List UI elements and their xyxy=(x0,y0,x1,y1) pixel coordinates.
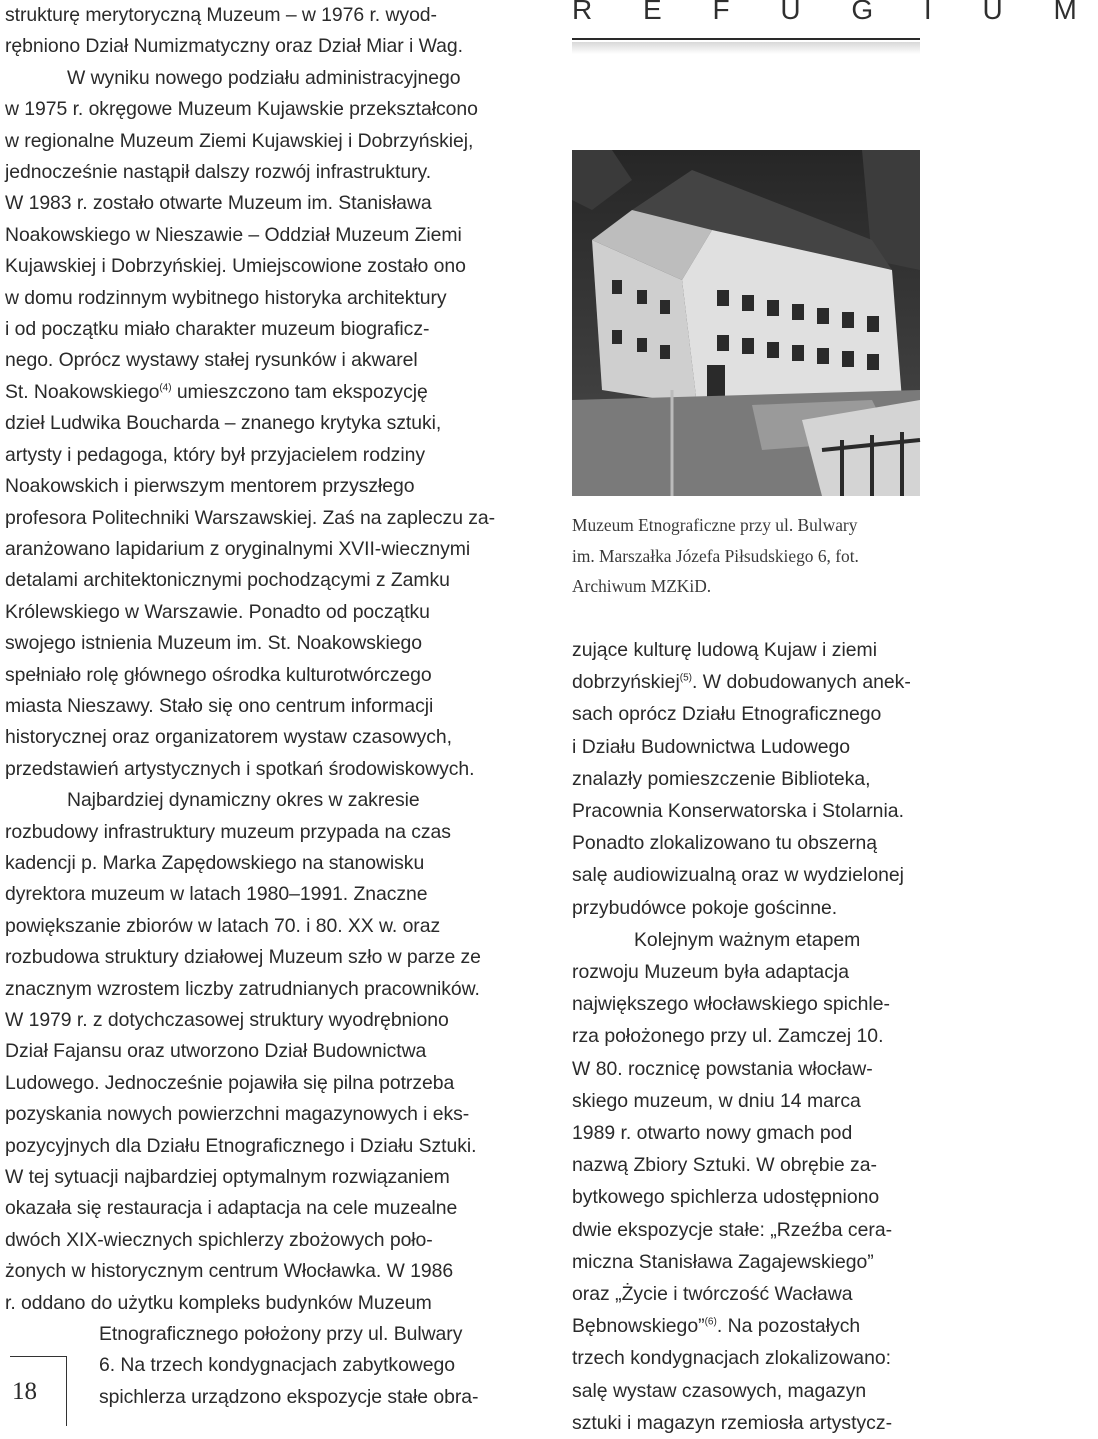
left-line: Dział Fajansu oraz utworzono Dział Budownictwa xyxy=(5,1040,427,1063)
left-line: rębniono Dział Numizmatyczny oraz Dział Miar i Wag. xyxy=(5,35,463,58)
caption-line: Archiwum MZKiD. xyxy=(572,576,712,596)
left-line: swojego istnienia Muzeum im. St. Noakowskiego xyxy=(5,632,422,655)
right-line-with-footnote xyxy=(572,666,957,698)
left-line: 6. Na trzech kondygnacjach zabytkowego xyxy=(99,1354,455,1377)
left-line: jednocześnie nastąpił dalszy rozwój infrastruktury. xyxy=(5,161,432,184)
left-line: W wyniku nowego podziału administracyjnego xyxy=(67,66,461,89)
right-line: salę wystaw czasowych, magazyn xyxy=(572,1379,867,1402)
left-line: Ludowego. Jednocześnie pojawiła się pilna potrzeba xyxy=(5,1071,455,1094)
left-line: pozycyjnych dla Działu Etnograficznego i Działu Sztuki. xyxy=(5,1134,477,1157)
right-line: miczna Stanisława Zagajewskiego” xyxy=(572,1250,874,1273)
left-line: żonych w historycznym centrum Włocławka. W 1986 xyxy=(5,1260,454,1283)
left-line: miasta Nieszawy. Stało się ono centrum informacji xyxy=(5,694,434,717)
left-line: W 1979 r. z dotychczasowej struktury wyodrębniono xyxy=(5,1009,449,1031)
page-number-frame-side xyxy=(66,1356,67,1426)
right-line: przybudówce pokoje gościnne. xyxy=(572,896,838,919)
left-line: spichlerza urządzono ekspozycje stałe obra- xyxy=(99,1385,479,1408)
right-line: Pracownia Konserwatorska i Stolarnia. xyxy=(572,800,904,823)
right-line: 1989 r. otwarto nowy gmach pod xyxy=(572,1122,853,1145)
left-line: detalami architektonicznymi pochodzącymi z Zamku xyxy=(5,569,450,592)
right-line: Kolejnym ważnym etapem xyxy=(634,928,861,951)
right-line: znalazły pomieszczenie Biblioteka, xyxy=(572,767,871,790)
right-line: dwie ekspozycje stałe: „Rzeźba cera- xyxy=(572,1218,893,1241)
right-line-text: . Na pozostałych xyxy=(716,1315,861,1338)
right-line: skiego muzeum, w dniu 14 marca xyxy=(572,1089,861,1112)
right-line: i Działu Budownictwa Ludowego xyxy=(572,735,851,758)
page-number-frame-top xyxy=(10,1356,66,1357)
right-line: salę audiowizualną oraz w wydzielonej xyxy=(572,864,904,887)
header-shadow xyxy=(572,42,920,54)
left-line: powiększanie zbiorów w latach 70. i 80. XX w. oraz xyxy=(5,914,441,937)
caption-line: im. Marszałka Józefa Piłsudskiego 6, fot. xyxy=(572,545,859,566)
left-line-with-footnote xyxy=(5,377,550,408)
photo-caption xyxy=(572,510,942,602)
left-line: nego. Oprócz wystawy stałej rysunków i akwarel xyxy=(5,349,418,372)
footnote-marker: (6) xyxy=(704,1316,717,1328)
right-line-text: Bębnowskiego” xyxy=(572,1315,705,1338)
left-line: rozbudowy infrastruktury muzeum przypada na czas xyxy=(5,820,451,843)
left-line: Noakowskich i pierwszym mentorem przyszłego xyxy=(5,475,415,498)
left-line: kadencji p. Marka Zapędowskiego na stanowisku xyxy=(5,851,425,874)
right-text-column xyxy=(572,634,957,1439)
caption-line: Muzeum Etnograficzne przy ul. Bulwary xyxy=(572,515,858,535)
left-line: rozbudowa struktury działowej Muzeum szło w parze ze xyxy=(5,946,481,969)
museum-building-photo xyxy=(572,150,920,496)
left-line: dwóch XIX-wiecznych spichlerzy zbożowych poło- xyxy=(5,1228,433,1251)
left-line: Noakowskiego w Nieszawie – Oddział Muzeum Ziemi xyxy=(5,223,462,246)
right-line: rozwoju Muzeum była adaptacja xyxy=(572,961,849,984)
footnote-marker: (4) xyxy=(159,382,172,394)
right-line: W 80. rocznicę powstania włocław- xyxy=(572,1057,873,1080)
right-line: trzech kondygnacjach zlokalizowano: xyxy=(572,1347,892,1370)
left-line: w domu rodzinnym wybitnego historyka architektury xyxy=(5,286,447,309)
left-line: i od początku miało charakter muzeum biograficz- xyxy=(5,318,430,341)
left-line: historycznej oraz organizatorem wystaw czasowych, xyxy=(5,726,452,749)
left-line: Najbardziej dynamiczny okres w zakresie xyxy=(67,789,420,812)
left-line: okazała się restauracja i adaptacja na cele muzealne xyxy=(5,1197,458,1220)
left-line: Królewskiego w Warszawie. Ponadto od początku xyxy=(5,600,430,623)
left-line-text: St. Noakowskiego xyxy=(5,380,160,403)
left-line: strukturę merytoryczną Muzeum – w 1976 r. wyod- xyxy=(5,4,437,26)
right-line: nazwą Zbiory Sztuki. W obrębie za- xyxy=(572,1154,877,1177)
right-line-with-footnote xyxy=(572,1310,957,1342)
left-line: W 1983 r. zostało otwarte Muzeum im. Stanisława xyxy=(5,192,432,215)
left-line: W tej sytuacji najbardziej optymalnym rozwiązaniem xyxy=(5,1166,450,1189)
left-line: pozyskania nowych powierzchni magazynowych i eks- xyxy=(5,1103,470,1126)
right-line: bytkowego spichlerza udostępniono xyxy=(572,1186,880,1209)
left-line: w 1975 r. okręgowe Muzeum Kujawskie przekształcono xyxy=(5,98,478,121)
left-line: profesora Politechniki Warszawskiej. Zaś na zapleczu za- xyxy=(5,506,496,529)
running-header: R E F U G I U M xyxy=(572,0,1098,25)
right-line: zujące kulturę ludową Kujaw i ziemi xyxy=(572,639,878,661)
left-line: Etnograficznego położony przy ul. Bulwary xyxy=(99,1323,463,1346)
right-line: rza położonego przy ul. Zamczej 10. xyxy=(572,1025,884,1048)
left-line: r. oddano do użytku kompleks budynków Muzeum xyxy=(5,1291,432,1314)
right-line: sach oprócz Działu Etnograficznego xyxy=(572,703,882,726)
left-line: przedstawień artystycznych i spotkań środowiskowych. xyxy=(5,757,475,780)
left-line: dzieł Ludwika Boucharda – znanego krytyka sztuki, xyxy=(5,412,442,435)
left-line-text: umieszczono tam ekspozycję xyxy=(171,380,428,403)
left-line: znacznym wzrostem liczby zatrudnianych pracowników. xyxy=(5,977,480,1000)
right-line: największego włocławskiego spichle- xyxy=(572,993,890,1016)
footnote-marker: (5) xyxy=(679,672,693,684)
header-rule xyxy=(572,38,920,40)
left-line: dyrektora muzeum w latach 1980–1991. Znaczne xyxy=(5,883,428,906)
left-text-column xyxy=(5,0,550,1413)
right-line-text: dobrzyńskiej xyxy=(572,671,680,694)
right-line: sztuki i magazyn rzemiosła artystycz- xyxy=(572,1411,893,1434)
right-line-text: . W dobudowanych anek- xyxy=(692,671,911,694)
left-line: artysty i pedagoga, który był przyjacielem rodziny xyxy=(5,443,425,466)
left-line: w regionalne Muzeum Ziemi Kujawskiej i Dobrzyńskiej, xyxy=(5,129,474,152)
photo-illustration xyxy=(572,150,920,496)
left-line: Kujawskiej i Dobrzyńskiej. Umiejscowione zostało ono xyxy=(5,255,466,278)
right-line: Ponadto zlokalizowano tu obszerną xyxy=(572,832,878,855)
page-number: 18 xyxy=(12,1378,37,1405)
right-line: oraz „Życie i twórczość Wacława xyxy=(572,1283,853,1306)
left-line: aranżowano lapidarium z oryginalnymi XVII-wiecznymi xyxy=(5,537,471,560)
left-line: spełniało rolę głównego ośrodka kulturotwórczego xyxy=(5,663,432,686)
